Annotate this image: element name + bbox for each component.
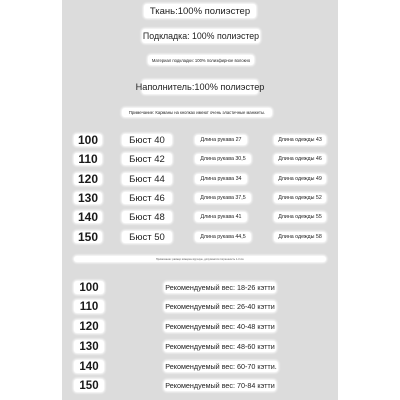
length-cell <box>274 174 326 184</box>
size-value: 130 <box>77 191 99 205</box>
weight-size-value: 100 <box>79 281 99 294</box>
size-value: 150 <box>77 230 99 244</box>
sleeve-cell <box>195 232 251 242</box>
filling-label <box>135 80 265 94</box>
weight-text-value: Рекомендуемый вес: 40-48 кэтти <box>165 322 275 331</box>
sleeve-value: Длина рукава 27 <box>200 137 242 143</box>
weight-text <box>164 380 276 391</box>
weight-text-value: Рекомендуемый вес: 26-40 кэтти <box>165 302 275 311</box>
weight-text <box>164 361 278 372</box>
bust-cell <box>122 173 172 185</box>
sleeve-value: Длина рукава 41 <box>200 214 242 220</box>
size-table-row-size <box>74 134 102 146</box>
sleeve-cell <box>195 174 247 184</box>
size-table-row-size <box>74 153 102 165</box>
weight-row-size <box>74 320 104 333</box>
length-value: Длина одежды 55 <box>278 214 322 220</box>
sleeve-value: Длина рукава 44,5 <box>200 234 246 240</box>
weight-text <box>164 301 276 312</box>
length-value: Длина одежды 58 <box>278 234 322 240</box>
weight-row-size <box>74 379 104 392</box>
size-footnote <box>74 256 326 262</box>
bust-value: Бюст 42 <box>129 153 165 165</box>
bust-value: Бюст 40 <box>129 134 165 146</box>
weight-size-value: 110 <box>79 300 99 313</box>
size-value: 110 <box>78 152 98 166</box>
fabric-label <box>144 4 256 18</box>
bust-value: Бюст 50 <box>129 231 165 243</box>
length-value: Длина одежды 52 <box>278 195 322 201</box>
lining-material-label <box>148 55 254 65</box>
fabric-text: Ткань:100% полиэстер <box>149 5 251 17</box>
size-table-row-size <box>74 192 102 204</box>
bust-cell <box>122 153 172 165</box>
sleeve-cell <box>195 135 247 145</box>
lining-material-text: Материал подкладки: 100% полиэфирное волокно <box>151 57 251 63</box>
weight-text <box>164 321 276 332</box>
length-cell <box>274 212 326 222</box>
lining-label <box>142 29 260 43</box>
length-cell <box>274 154 326 164</box>
size-table-row-size <box>74 173 102 185</box>
weight-size-value: 120 <box>79 320 99 333</box>
bust-cell <box>122 211 172 223</box>
weight-text <box>164 282 276 293</box>
bust-value: Бюст 44 <box>129 173 165 185</box>
length-cell <box>274 193 326 203</box>
bust-cell <box>122 231 172 243</box>
weight-row-size <box>74 360 104 373</box>
note-label <box>122 108 272 117</box>
bust-value: Бюст 46 <box>129 192 165 204</box>
sleeve-cell <box>195 193 251 203</box>
sleeve-value: Длина рукава 30,5 <box>200 156 246 162</box>
weight-row-size <box>74 281 104 294</box>
bust-cell <box>122 134 172 146</box>
sleeve-cell <box>195 212 247 222</box>
sleeve-value: Длина рукава 34 <box>200 176 242 182</box>
weight-text-value: Рекомендуемый вес: 48-60 кэтти <box>165 342 275 351</box>
filling-text: Наполнитель:100% полиэстер <box>135 82 265 92</box>
bust-value: Бюст 48 <box>129 211 165 223</box>
size-table-row-size <box>74 211 102 223</box>
weight-size-value: 130 <box>79 340 99 353</box>
size-value: 120 <box>77 172 99 186</box>
size-table-row-size <box>74 231 102 243</box>
size-value: 140 <box>77 210 99 224</box>
weight-size-value: 140 <box>79 360 99 373</box>
sleeve-value: Длина рукава 37,5 <box>200 195 246 201</box>
weight-size-value: 150 <box>79 379 99 392</box>
size-value: 100 <box>77 133 99 147</box>
weight-row-size <box>74 340 104 353</box>
bust-cell <box>122 192 172 204</box>
length-value: Длина одежды 43 <box>278 137 322 143</box>
length-value: Длина одежды 49 <box>278 176 322 182</box>
length-cell <box>274 232 326 242</box>
size-footnote-text: Примечание: размер измерен вручную, допускается погрешность 1-3 см. <box>155 257 245 261</box>
weight-text-value: Рекомендуемый вес: 60-70 кэтти. <box>165 362 277 371</box>
weight-row-size <box>74 300 104 313</box>
length-cell <box>274 135 326 145</box>
sleeve-cell <box>195 154 251 164</box>
lining-text: Подкладка: 100% полиэстер <box>142 31 260 41</box>
product-info-sheet <box>62 0 338 400</box>
weight-text-value: Рекомендуемый вес: 18-26 кэтти <box>165 283 275 292</box>
note-text: Примечание: Карманы на кнопках имеют очень эластичные манжеты. <box>128 110 266 115</box>
length-value: Длина одежды 46 <box>278 156 322 162</box>
weight-text-value: Рекомендуемый вес: 70-84 кэтти <box>165 381 275 390</box>
weight-text <box>164 341 276 352</box>
